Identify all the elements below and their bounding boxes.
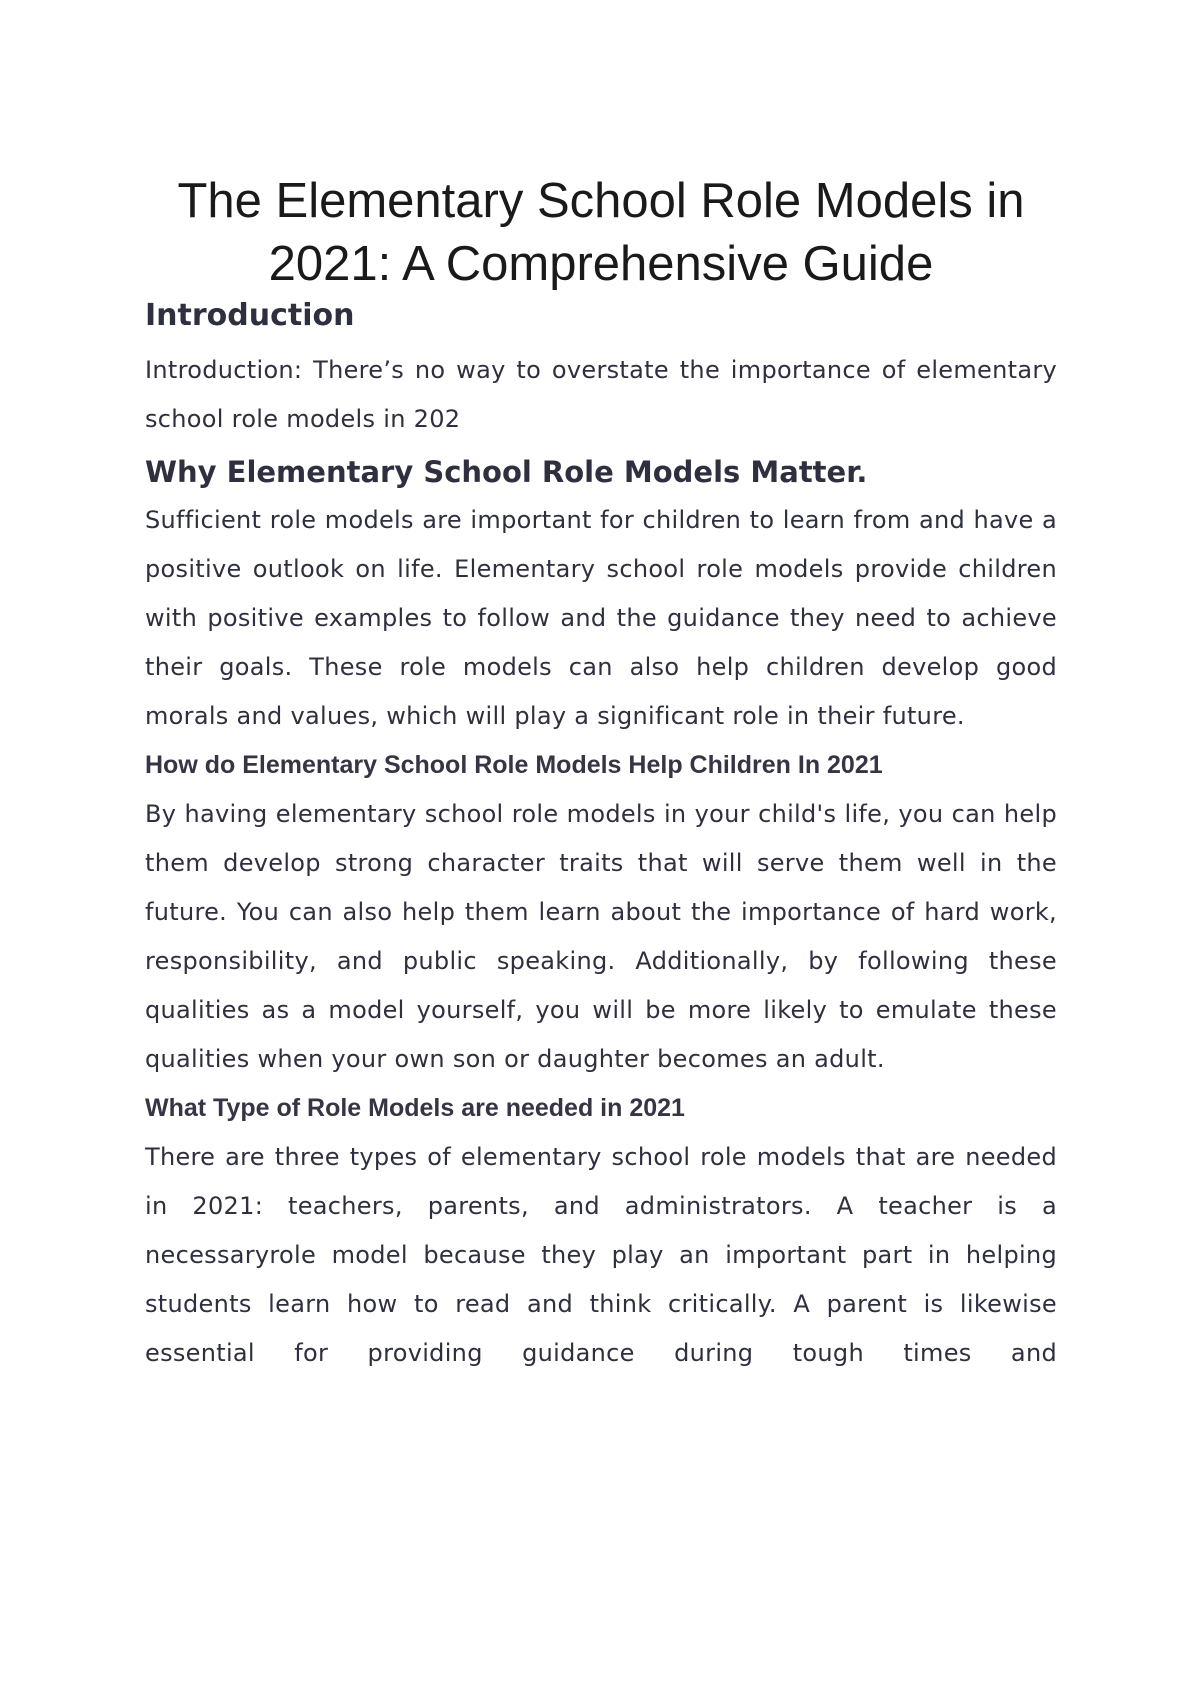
section-body-how-help: By having elementary school role models in your child's life, you can help them develop strong character traits that will serve them well in the future. You can also help them learn about the importance of hard work, responsibility, and public speaking. Additionally, by following these qualities as a model yourself, you will be more likely to emulate these qualities when your own son or daughter becomes an adult. bbox=[145, 800, 1057, 1073]
section-body-what-type: There are three types of elementary school role models that are needed in 2021: teachers, parents, and administrators. A teacher is a necessaryrole model because they play an important part in helping students learn how to read and think critically. A parent is likewise essential for providing guidance during tough times and bbox=[145, 1143, 1057, 1367]
section-body-why-matter: Sufficient role models are important for children to learn from and have a positive outlook on life. Elementary school role models provide children with positive examples to follow and the guidance they need to achieve their goals. These role models can also help children develop good morals and values, which will play a significant role in their future. bbox=[145, 506, 1057, 730]
document-content bbox=[145, 170, 1057, 1378]
section-heading-how-help: How do Elementary School Role Models Help Children In 2021 bbox=[145, 751, 883, 779]
section-heading-why-matter: Why Elementary School Role Models Matter. bbox=[145, 455, 868, 489]
section-heading-what-type: What Type of Role Models are needed in 2021 bbox=[145, 1094, 685, 1122]
section-heading-introduction: Introduction bbox=[145, 298, 355, 333]
document-title: The Elementary School Role Models in 2021: A Comprehensive Guide bbox=[177, 174, 1025, 291]
section-body-introduction: Introduction: There’s no way to overstate the importance of elementary school role models in 202 bbox=[145, 356, 1057, 433]
